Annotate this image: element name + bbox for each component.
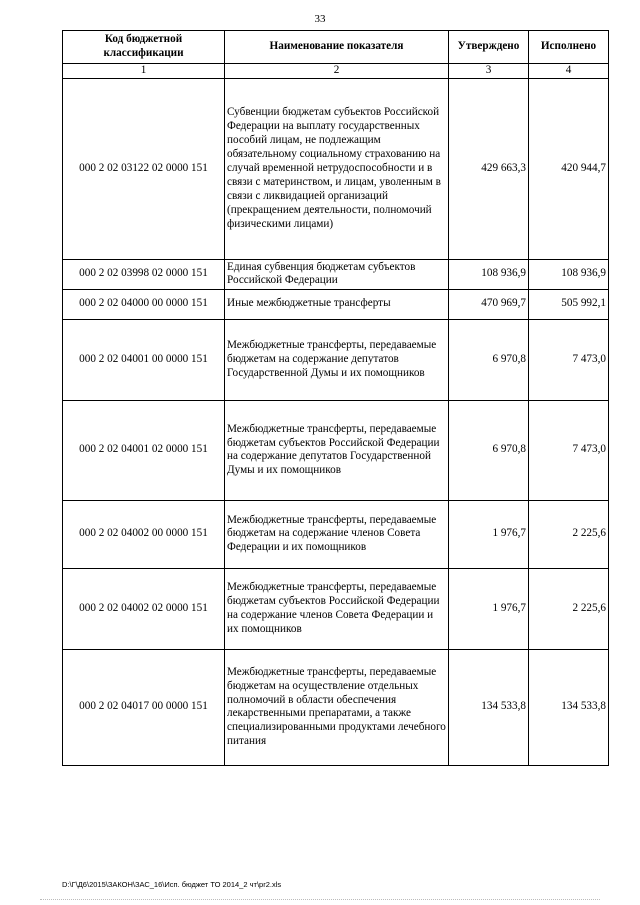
column-number: 4 xyxy=(529,64,609,79)
table-row xyxy=(63,649,609,765)
approved-value: 1 976,7 xyxy=(449,500,529,568)
indicator-name: Иные межбюджетные трансферты xyxy=(225,289,449,319)
table-row xyxy=(63,568,609,649)
executed-value: 420 944,7 xyxy=(529,78,609,259)
header-code: Код бюджетной классификации xyxy=(63,31,225,64)
approved-value: 429 663,3 xyxy=(449,78,529,259)
approved-value: 108 936,9 xyxy=(449,259,529,289)
indicator-name: Межбюджетные трансферты, передаваемые бюджетам субъектов Российской Федерации на содержание членов Совета Федерации и их помощников xyxy=(225,568,449,649)
table-row xyxy=(63,259,609,289)
header-approved: Утверждено xyxy=(449,31,529,64)
file-path-footer: D:\Г\Д6\2015\ЗАКОН\ЗАС_16\Исп. бюджет ТО 2014_2 чт\pr2.xls xyxy=(62,880,282,889)
budget-code: 000 2 02 04001 02 0000 151 xyxy=(63,400,225,500)
approved-value: 6 970,8 xyxy=(449,319,529,400)
scan-edge-line xyxy=(40,899,600,900)
column-number: 1 xyxy=(63,64,225,79)
approved-value: 6 970,8 xyxy=(449,400,529,500)
column-number-row xyxy=(63,64,609,79)
budget-code: 000 2 02 04000 00 0000 151 xyxy=(63,289,225,319)
header-row xyxy=(63,31,609,64)
approved-value: 134 533,8 xyxy=(449,649,529,765)
header-executed: Исполнено xyxy=(529,31,609,64)
executed-value: 134 533,8 xyxy=(529,649,609,765)
approved-value: 470 969,7 xyxy=(449,289,529,319)
header-name: Наименование показателя xyxy=(225,31,449,64)
indicator-name: Субвенции бюджетам субъектов Российской Федерации на выплату государственных пособий лицам, не подлежащим обязательному социальному страхованию на случай временной нетрудоспособности и в связи с материнством, и лицам, уволенным в связи с ликвидацией организаций (прекращением деятельности, полномочий физическими лицами) xyxy=(225,78,449,259)
approved-value: 1 976,7 xyxy=(449,568,529,649)
table-row xyxy=(63,78,609,259)
executed-value: 7 473,0 xyxy=(529,400,609,500)
column-number: 2 xyxy=(225,64,449,79)
page-number: 33 xyxy=(314,13,326,25)
executed-value: 108 936,9 xyxy=(529,259,609,289)
executed-value: 2 225,6 xyxy=(529,568,609,649)
indicator-name: Межбюджетные трансферты, передаваемые бюджетам на содержание депутатов Государственной Думы и их помощников xyxy=(225,319,449,400)
executed-value: 7 473,0 xyxy=(529,319,609,400)
budget-code: 000 2 02 04002 00 0000 151 xyxy=(63,500,225,568)
table-row xyxy=(63,500,609,568)
budget-code: 000 2 02 03122 02 0000 151 xyxy=(63,78,225,259)
indicator-name: Межбюджетные трансферты, передаваемые бюджетам на содержание членов Совета Федерации и их помощников xyxy=(225,500,449,568)
budget-code: 000 2 02 04001 00 0000 151 xyxy=(63,319,225,400)
executed-value: 2 225,6 xyxy=(529,500,609,568)
table-row xyxy=(63,400,609,500)
executed-value: 505 992,1 xyxy=(529,289,609,319)
budget-table xyxy=(62,30,609,766)
indicator-name: Единая субвенция бюджетам субъектов Российской Федерации xyxy=(225,259,449,289)
table-row xyxy=(63,319,609,400)
indicator-name: Межбюджетные трансферты, передаваемые бюджетам субъектов Российской Федерации на содержание депутатов Государственной Думы и их помощников xyxy=(225,400,449,500)
budget-code: 000 2 02 04002 02 0000 151 xyxy=(63,568,225,649)
indicator-name: Межбюджетные трансферты, передаваемые бюджетам на осуществление отдельных полномочий в области обеспечения лекарственными препаратами, а также специализированными продуктами лечебного питания xyxy=(225,649,449,765)
budget-code: 000 2 02 04017 00 0000 151 xyxy=(63,649,225,765)
table-row xyxy=(63,289,609,319)
column-number: 3 xyxy=(449,64,529,79)
budget-code: 000 2 02 03998 02 0000 151 xyxy=(63,259,225,289)
